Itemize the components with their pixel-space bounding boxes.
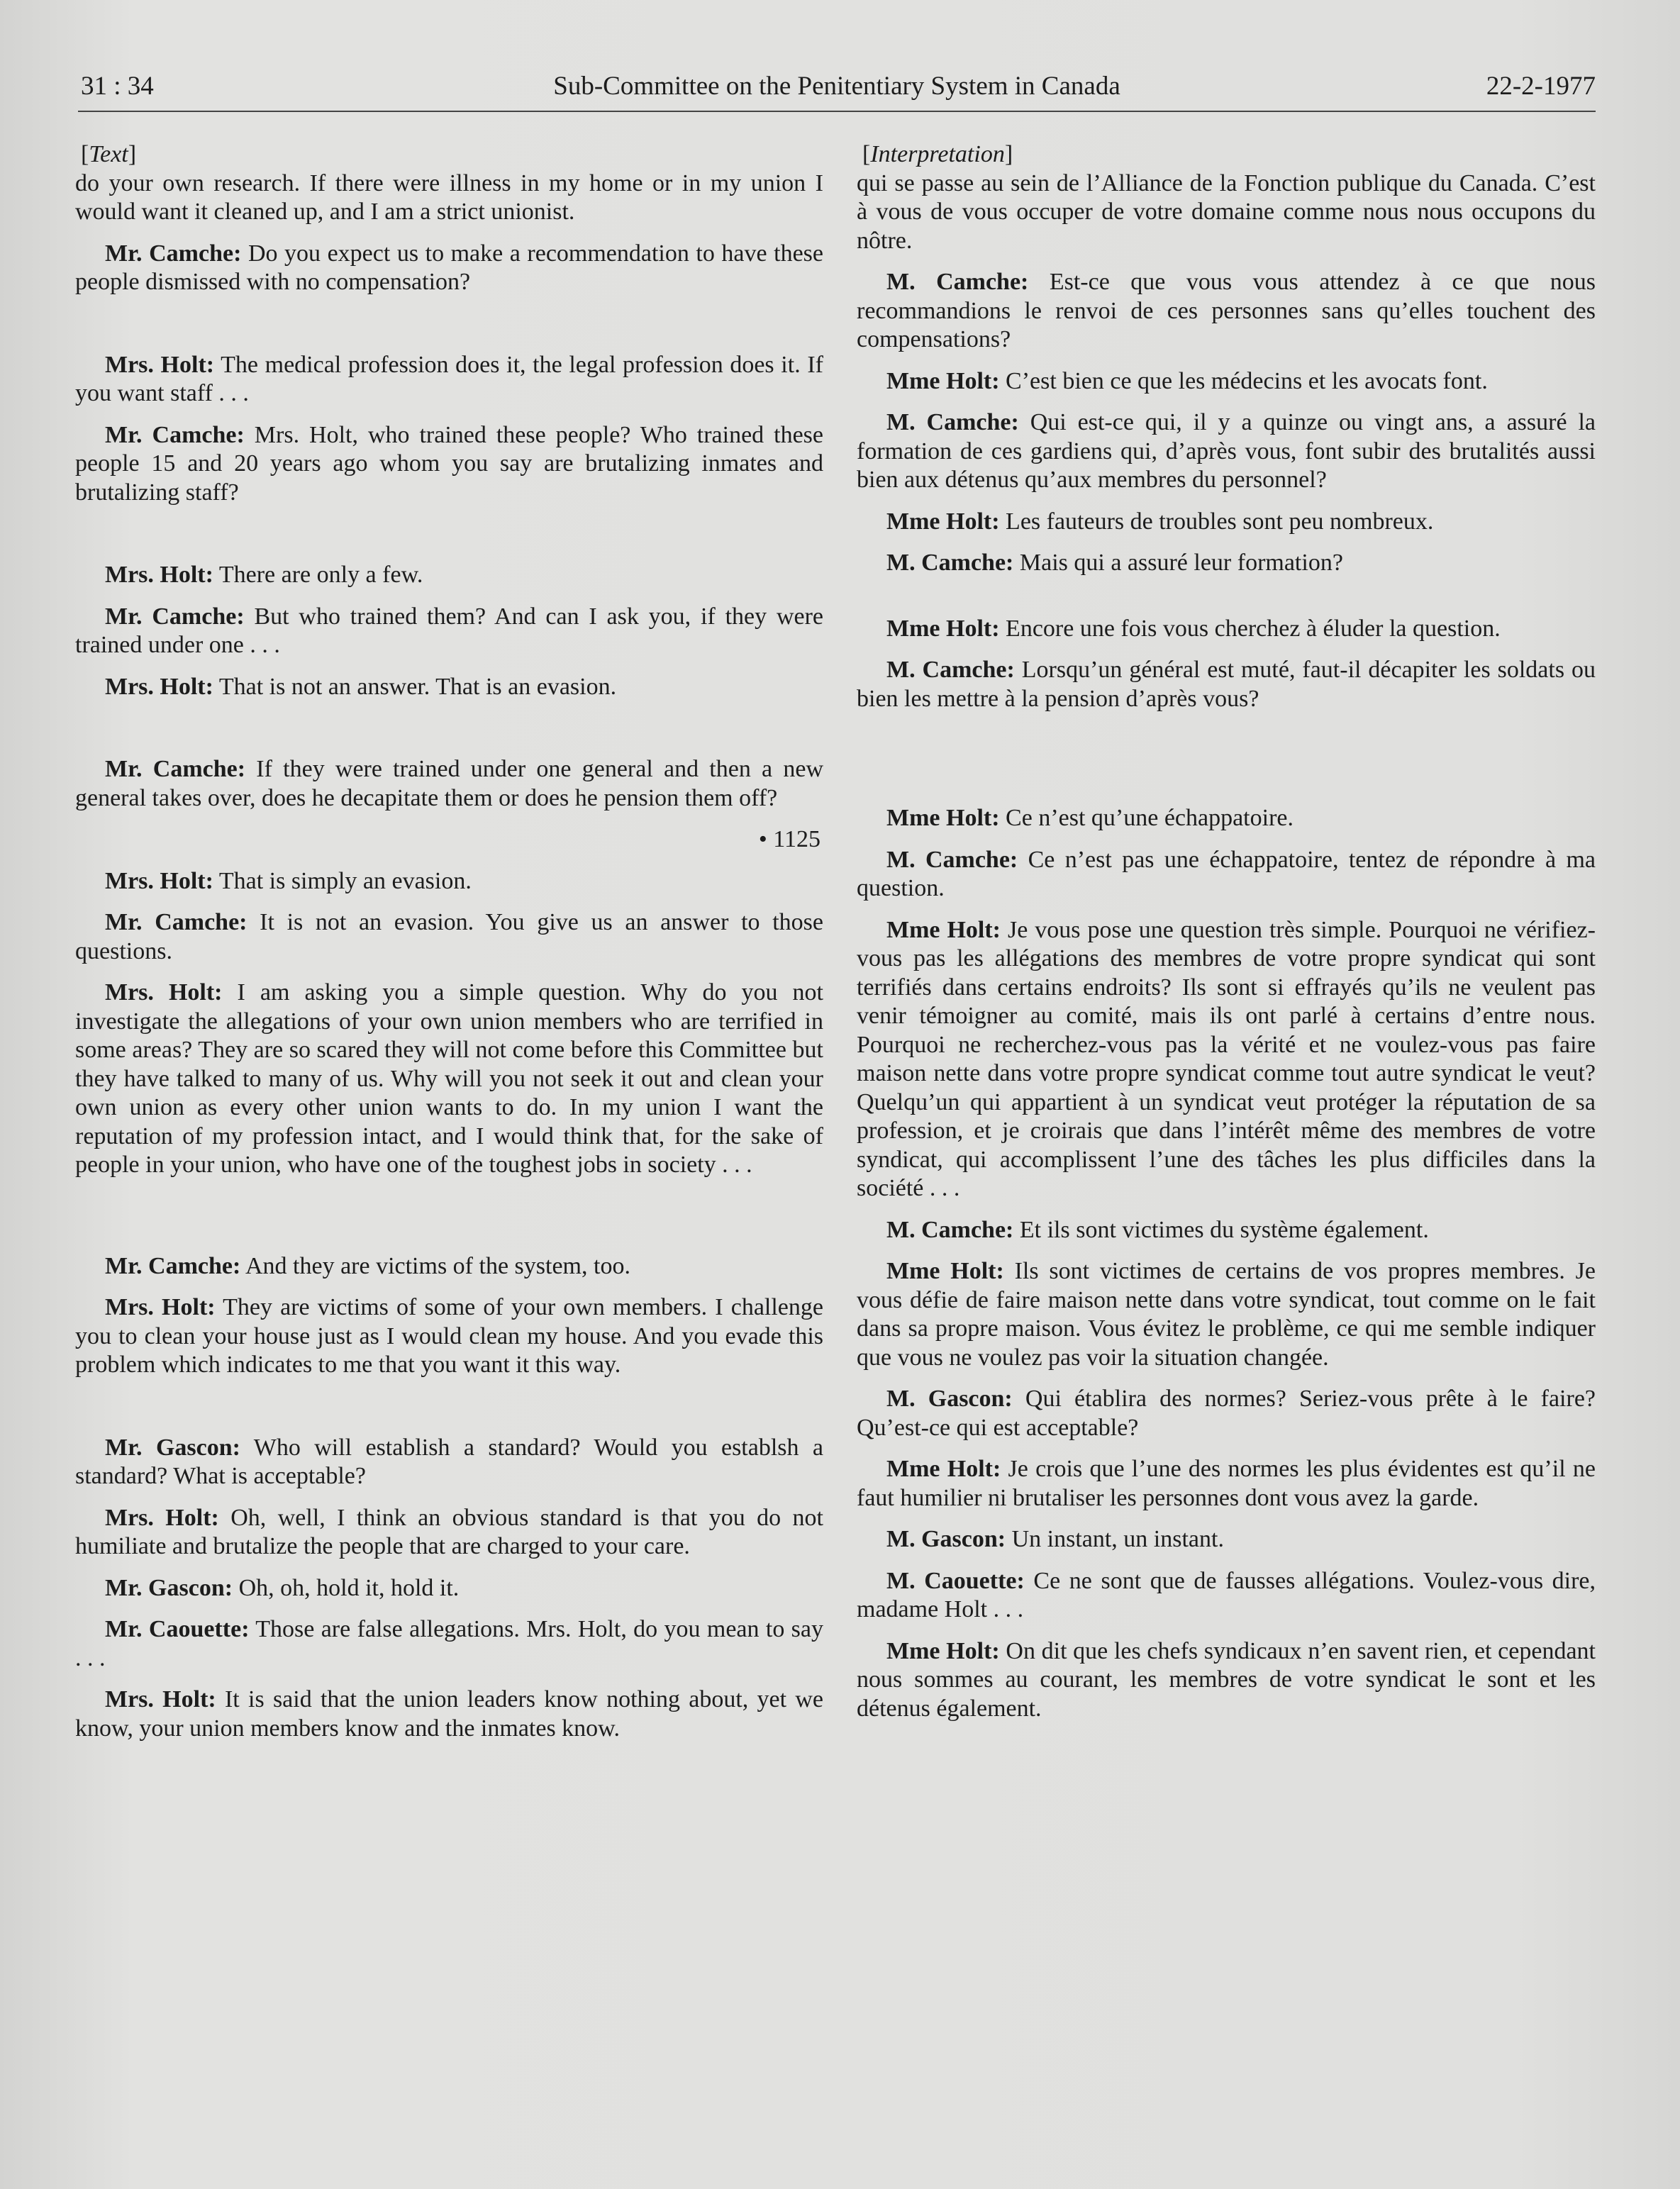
speech-paragraph: M. Camche: Mais qui a assuré leur formation? [886,550,1343,576]
speaker-name: Mme Holt: [886,615,1000,642]
speech-paragraph: Mr. Camche: But who trained them? And can I ask you, if they were trained under one . . . [75,603,823,658]
speech-paragraph: Mme Holt: On dit que les chefs syndicaux n’en savent rien, et cependant nous sommes au courant, les membres de votre syndicat le sont et les détenus également. [857,1637,1596,1722]
speech-paragraph: Mme Holt: Je crois que l’une des normes les plus évidentes est qu’il ne faut humilier ni brutaliser les personnes dont vous avez la garde. [857,1456,1596,1511]
speaker-name: M. Gascon: [886,1526,1006,1552]
french-column [857,139,1596,1736]
column-tag: [Text] [81,141,137,167]
speech-paragraph: Mrs. Holt: That is simply an evasion. [105,867,472,894]
speaker-name: Mme Holt: [886,805,1000,831]
speech-paragraph: Mrs. Holt: There are only a few. [105,562,423,588]
speech-paragraph: Mr. Camche: It is not an evasion. You give us an answer to those questions. [75,909,823,964]
speaker-name: Mrs. Holt: [105,351,215,378]
speech-paragraph: Mme Holt: Ce n’est qu’une échappatoire. [886,805,1294,831]
speech-paragraph: Mrs. Holt: It is said that the union leaders know nothing about, yet we know, your union members know and the inmates know. [75,1686,823,1742]
speech-paragraph: Mr. Gascon: Who will establish a standard? Would you establsh a standard? What is acceptable? [75,1434,823,1489]
speaker-name: Mrs. Holt: [105,979,223,1006]
speaker-name: Mr. Camche: [105,421,245,448]
speech-paragraph: Mme Holt: Encore une fois vous cherchez à éluder la question. [886,615,1501,642]
speaker-name: M. Caouette: [886,1567,1025,1594]
speaker-name: Mr. Camche: [105,603,245,630]
speaker-name: Mme Holt: [886,367,1000,394]
speaker-name: Mme Holt: [886,1637,1000,1664]
speech-paragraph: Mme Holt: Les fauteurs de troubles sont peu nombreux. [886,508,1434,535]
speech-paragraph: Mrs. Holt: That is not an answer. That is an evasion. [105,673,617,700]
speaker-name: Mr. Gascon: [105,1434,240,1461]
speaker-name: M. Gascon: [886,1386,1013,1412]
speaker-name: Mme Holt: [886,508,1000,535]
speech-paragraph: Mr. Camche: Do you expect us to make a recommendation to have these people dismissed with no compensation? [75,240,823,295]
header-date: 22-2-1977 [1486,72,1596,101]
speech-paragraph: M. Camche: Qui est-ce qui, il y a quinze ou vingt ans, a assuré la formation de ces gardiens qui, d’après vous, font subir des brutalités aussi bien aux détenus qu’aux membres du personnel? [857,409,1596,493]
speech-paragraph: Mrs. Holt: They are victims of some of your own members. I challenge you to clean your house just as I would clean my house. And you evade this problem which indicates to me that you want it this way. [75,1294,823,1378]
speech-paragraph: Mr. Camche: And they are victims of the system, too. [105,1252,630,1279]
speaker-name: Mrs. Holt: [105,1686,216,1712]
page-number: 31 : 34 [81,72,154,101]
speaker-name: Mrs. Holt: [105,673,213,700]
speaker-name: Mme Holt: [886,1456,1001,1482]
speech-paragraph: M. Caouette: Ce ne sont que de fausses allégations. Voulez-vous dire, madame Holt . . . [857,1567,1596,1622]
speech-paragraph: Mme Holt: C’est bien ce que les médecins et les avocats font. [886,367,1488,394]
speaker-name: Mrs. Holt: [105,1294,216,1320]
speaker-name: Mr. Camche: [105,909,247,935]
speech-paragraph: M. Camche: Est-ce que vous vous attendez à ce que nous recommandions le renvoi de ces personnes sans qu’elles touchent des compensations? [857,269,1596,352]
speaker-name: Mr. Camche: [105,240,242,267]
speaker-name: Mr. Gascon: [105,1574,233,1601]
speaker-name: Mr. Camche: [105,1252,241,1279]
speech-paragraph: M. Camche: Et ils sont victimes du système également. [886,1216,1429,1243]
speech-paragraph: M. Camche: Lorsqu’un général est muté, faut-il décapiter les soldats ou bien les mettre à la pension d’après vous? [857,657,1596,712]
speaker-name: Mme Holt: [886,1258,1004,1284]
speaker-name: M. Camche: [886,550,1014,576]
continuation-paragraph: qui se passe au sein de l’Alliance de la Fonction publique du Canada. C’est à vous de vous occuper de votre domaine comme nous nous occupons du nôtre. [857,169,1596,254]
speech-paragraph: Mrs. Holt: I am asking you a simple question. Why do you not investigate the allegations of your own union members who are terrified in some areas? They are so scared they will not come before this Committee but they have talked to many of us. Why will you not seek it out and clean your own union as every other union wants to do. In my union I want the reputation of my profession intact, and I would think that, for the sake of people in your union, who have one of the toughest jobs in society . . . [75,979,823,1178]
speech-paragraph: Mrs. Holt: Oh, well, I think an obvious standard is that you do not humiliate and brutalize the people that are charged to your care. [75,1504,823,1559]
speaker-name: Mr. Camche: [105,756,246,782]
speech-paragraph: Mme Holt: Ils sont victimes de certains de vos propres membres. Je vous défie de faire maison nette dans votre syndicat, tout comme on le fait dans sa propre maison. Vous évitez le problème, ce qui me semble indiquer que vous ne voulez pas voir la situation changée. [857,1258,1596,1371]
page-header [78,65,1596,112]
speaker-name: Mrs. Holt: [105,867,213,894]
speaker-name: M. Camche: [886,846,1018,873]
speech-paragraph: Mr. Caouette: Those are false allegations. Mrs. Holt, do you mean to say . . . [75,1616,823,1671]
continuation-paragraph: do your own research. If there were illness in my home or in my union I would want it cleaned up, and I am a strict unionist. [75,169,823,225]
speech-paragraph: M. Gascon: Un instant, un instant. [886,1526,1224,1552]
speech-paragraph: Mme Holt: Je vous pose une question très simple. Pourquoi ne vérifiez-vous pas les allégations des membres de votre propre syndicat qui sont terrifiés dans certains endroits? Ils sont si effrayés qu’ils ne veulent pas venir témoigner au comité, mais ils ont parlé à certains d’entre nous. Pourquoi ne recherchez-vous pas la vérité et ne voulez-vous pas faire maison nette dans votre propre syndicat comme tout autre syndicat le veut? Quelqu’un qui appartient à un syndicat veut protéger la réputation de sa profession, et je croirais que dans l’intérêt même des membres de votre syndicat, qui accomplissent l’une des tâches les plus difficiles dans la société . . . [857,916,1596,1201]
speech-paragraph: Mrs. Holt: The medical profession does it, the legal profession does it. If you want staff . . . [75,351,823,406]
time-marker: • 1125 [758,826,820,852]
speech-paragraph: M. Camche: Ce n’est pas une échappatoire, tentez de répondre à ma question. [857,846,1596,901]
speaker-name: M. Camche: [886,1216,1014,1243]
speaker-name: Mrs. Holt: [105,1504,219,1531]
speaker-name: M. Camche: [886,409,1019,435]
speaker-name: M. Camche: [886,657,1015,683]
speaker-name: Mme Holt: [886,916,1001,943]
speech-paragraph: Mr. Camche: If they were trained under one general and then a new general takes over, does he decapitate them or does he pension them off? [75,756,823,811]
speaker-name: M. Camche: [886,269,1029,295]
column-tag: [Interpretation] [862,141,1013,167]
english-column [75,139,823,1756]
speaker-name: Mr. Caouette: [105,1616,250,1642]
speaker-name: Mrs. Holt: [105,562,213,588]
speech-paragraph: Mr. Gascon: Oh, oh, hold it, hold it. [105,1574,460,1601]
speech-paragraph: Mr. Camche: Mrs. Holt, who trained these people? Who trained these people 15 and 20 years ago whom you say are brutalizing inmates and brutalizing staff? [75,421,823,506]
speech-paragraph: M. Gascon: Qui établira des normes? Seriez-vous prête à le faire? Qu’est-ce qui est acceptable? [857,1386,1596,1441]
running-title: Sub-Committee on the Penitentiary System in Canada [553,72,1120,101]
